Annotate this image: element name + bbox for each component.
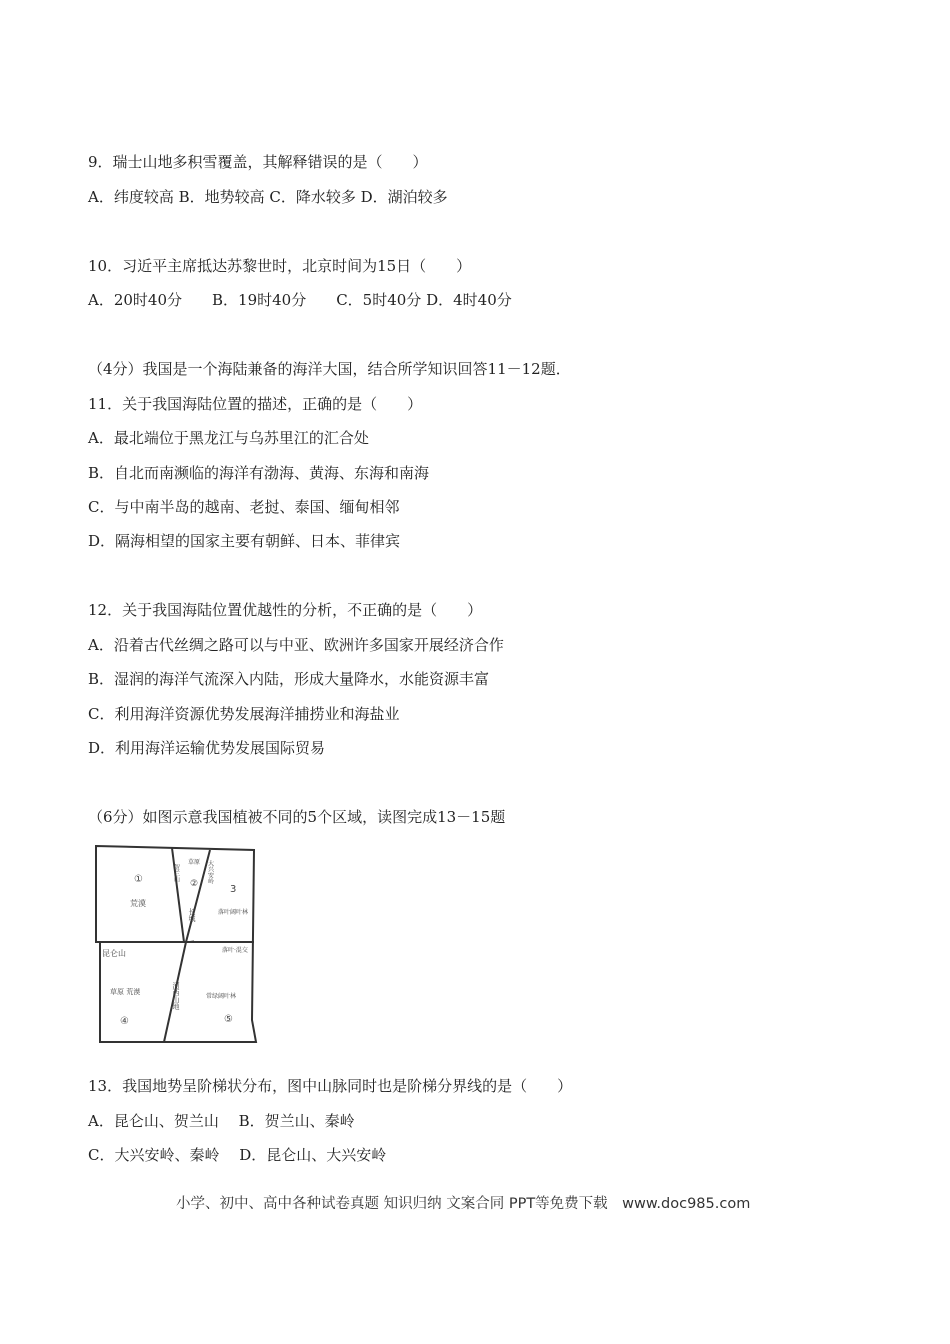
group-11-12-intro: （4分）我国是一个海陆兼备的海洋大国，结合所学知识回答11－12题． — [88, 360, 571, 378]
q10-options: A．20时40分 B．19时40分 C．5时40分 D．4时40分 — [88, 291, 512, 309]
q12-option-c: C．利用海洋资源优势发展海洋捕捞业和海盐业 — [88, 705, 400, 723]
q12-stem: 12．关于我国海陆位置优越性的分析，不正确的是（ ） — [88, 601, 483, 619]
q12-option-b: B．湿润的海洋气流深入内陆，形成大量降水，水能资源丰富 — [88, 670, 490, 688]
region-1-marker: ① — [134, 874, 143, 885]
forest-south-label: 常绿阔叶林 — [206, 993, 237, 1000]
q9-options: A．纬度较高 B．地势较高 C．降水较多 D．湖泊较多 — [88, 188, 448, 206]
q10-stem: 10．习近平主席抵达苏黎世时，北京时间为15日（ ） — [88, 257, 472, 275]
region-1-label: 荒漠 — [130, 899, 146, 908]
helan-label: 贺兰山 — [172, 864, 180, 882]
q13-stem: 13．我国地势呈阶梯状分布，图中山脉同时也是阶梯分界线的是（ ） — [88, 1077, 573, 1095]
q11-option-d: D．隔海相望的国家主要有朝鲜、日本、菲律宾 — [88, 532, 401, 550]
q11-option-c: C．与中南半岛的越南、老挝、泰国、缅甸相邻 — [88, 498, 400, 516]
region-4-label: 草原 荒漠 — [110, 988, 141, 996]
q12-option-d: D．利用海洋运输优势发展国际贸易 — [88, 739, 326, 757]
q11-stem: 11．关于我国海陆位置的描述，正确的是（ ） — [88, 395, 423, 413]
vegetation-region-map — [94, 842, 260, 1048]
region-5-marker: ⑤ — [224, 1014, 233, 1025]
region-2-marker: ② — [190, 879, 199, 889]
q9-stem: 9．瑞士山地多积雪覆盖，其解释错误的是（ ） — [88, 153, 428, 171]
grassland-label: 草原 — [188, 859, 201, 866]
changcheng-label: 长城 — [188, 908, 196, 922]
q12-option-a: A．沿着古代丝绸之路可以与中亚、欧洲许多国家开展经济合作 — [88, 636, 504, 654]
forest-south-top-label: 落叶·混交 — [222, 947, 248, 954]
q13-options-1: A．昆仑山、贺兰山 B．贺兰山、秦岭 — [88, 1112, 355, 1130]
group-13-15-intro: （6分）如图示意我国植被不同的5个区域，读图完成13－15题 — [88, 808, 506, 826]
footer-text: 小学、初中、高中各种试卷真题 知识归纳 文案合同 PPT等免费下载 www.doc985.com — [176, 1196, 751, 1212]
daxing-label: 大兴安岭 — [206, 860, 214, 884]
q13-options-2: C．大兴安岭、秦岭 D．昆仑山、大兴安岭 — [88, 1146, 387, 1164]
region-3-marker: 3 — [230, 884, 237, 895]
q11-option-a: A．最北端位于黑龙江与乌苏里江的汇合处 — [88, 429, 369, 447]
kunlun-label: 昆仑山 — [102, 949, 126, 958]
hexi-label: 河西山地 — [172, 982, 180, 1010]
forest-north-label: 落叶阔叶林 — [218, 909, 249, 916]
region-4-marker: ④ — [120, 1016, 129, 1027]
q11-option-b: B．自北而南濒临的海洋有渤海、黄海、东海和南海 — [88, 464, 430, 482]
